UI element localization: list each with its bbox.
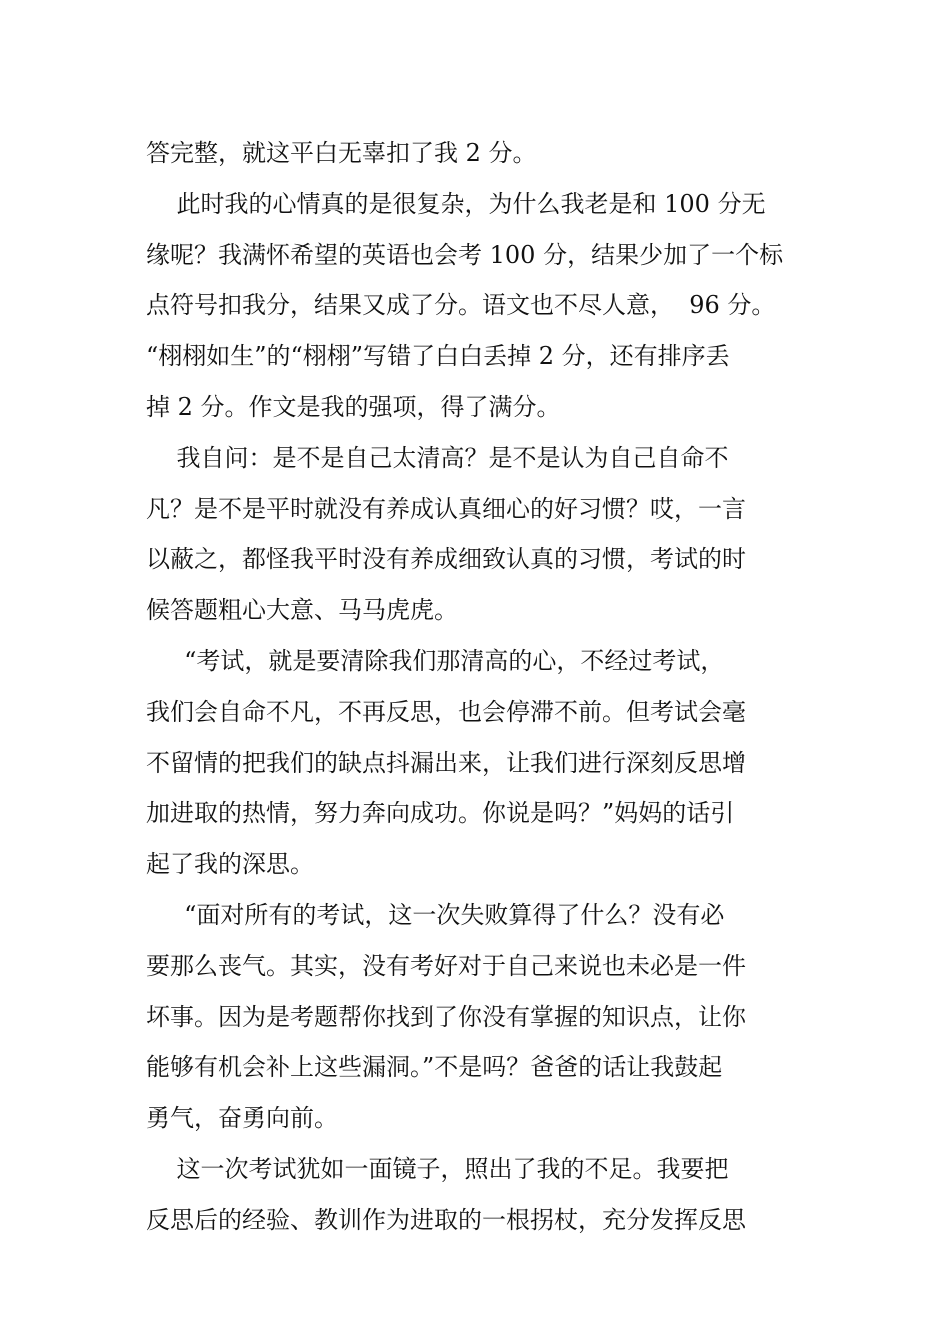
text-line: “面对所有的考试，这一次失败算得了什么？没有必 [146, 900, 725, 929]
text-line: 勇气，奋勇向前。 [146, 1104, 338, 1133]
text-line: 缘呢？我满怀希望的英语也会考 100 分，结果少加了一个标 [146, 240, 784, 269]
text-line: 候答题粗心大意、马马虎虎。 [146, 596, 458, 625]
text-line: “栩栩如生”的“栩栩”写错了白白丢掉 2 分，还有排序丢 [146, 342, 730, 371]
text-line: 我们会自命不凡，不再反思，也会停滞不前。但考试会毫 [146, 697, 746, 726]
text-line: 起了我的深思。 [146, 850, 314, 879]
essay-body [146, 128, 810, 1246]
text-line: “考试，就是要清除我们那清高的心，不经过考试， [146, 646, 725, 675]
text-line: 坏事。因为是考题帮你找到了你没有掌握的知识点，让你 [146, 1002, 746, 1031]
text-line: 答完整，就这平白无辜扣了我 2 分。 [146, 139, 537, 167]
text-line: 掉 2 分。作文是我的强项，得了满分。 [146, 392, 561, 421]
text-line: 能够有机会补上这些漏洞。”不是吗？爸爸的话让我鼓起 [146, 1053, 723, 1082]
text-line: 我自问：是不是自己太清高？是不是认为自己自命不 [146, 443, 729, 472]
text-line: 加进取的热情，努力奔向成功。你说是吗？”妈妈的话引 [146, 799, 735, 828]
text-line: 此时我的心情真的是很复杂，为什么我老是和 100 分无 [146, 189, 766, 218]
text-line: 凡？是不是平时就没有养成认真细心的好习惯？哎，一言 [146, 494, 746, 523]
text-line: 以蔽之，都怪我平时没有养成细致认真的习惯，考试的时 [146, 545, 746, 574]
text-line: 不留情的把我们的缺点抖漏出来，让我们进行深刻反思增 [146, 748, 746, 777]
text-line: 点符号扣我分，结果又成了分。语文也不尽人意， 96 分。 [146, 291, 776, 320]
text-line: 这一次考试犹如一面镜子，照出了我的不足。我要把 [146, 1154, 729, 1183]
text-line: 要那么丧气。其实，没有考好对于自己来说也未必是一件 [146, 951, 746, 980]
text-line: 反思后的经验、教训作为进取的一根拐杖，充分发挥反思 [146, 1205, 746, 1234]
